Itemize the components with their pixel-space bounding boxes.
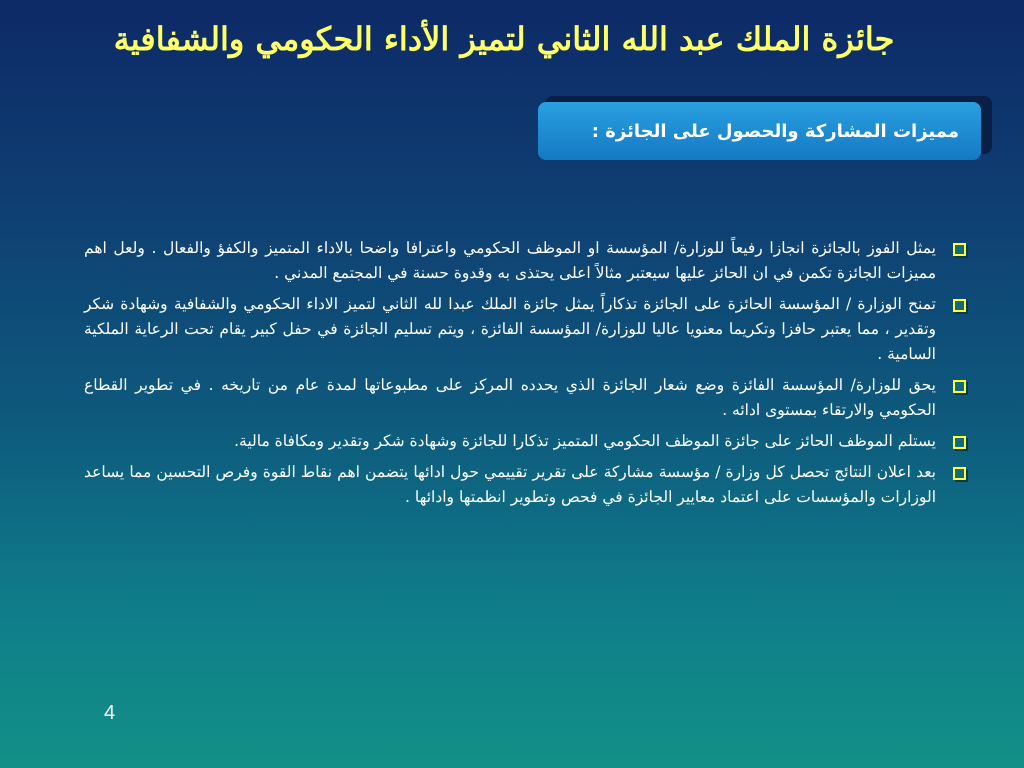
checkbox-icon [953, 299, 966, 312]
checkbox-icon [953, 243, 966, 256]
bullet-list [84, 236, 974, 516]
bullet-text: يحق للوزارة/ المؤسسة الفائزة وضع شعار الجائزة الذي يحدده المركز على مطبوعاتها لمدة عام من تاريخه . في تطوير القطاع الحكومي والارتقاء بمستوى ادائه . [84, 376, 936, 419]
bullet-item [84, 236, 974, 286]
checkbox-icon [953, 436, 966, 449]
bullet-text: بعد اعلان النتائج تحصل كل وزارة / مؤسسة مشاركة على تقرير تقييمي حول ادائها يتضمن اهم نقاط القوة وفرص التحسين مما يساعد الوزارات والمؤسسات على اعتماد معايير الجائزة في فحص وتطوير انظمتها وادائها . [84, 463, 936, 506]
checkbox-icon [953, 380, 966, 393]
checkbox-icon [953, 467, 966, 480]
bullet-item [84, 292, 974, 367]
subtitle-box [538, 102, 981, 160]
page-number: 4 [104, 702, 116, 724]
slide-title: جائزة الملك عبد الله الثاني لتميز الأداء الحكومي والشفافية [113, 20, 895, 58]
bullet-item [84, 429, 974, 454]
bullet-item [84, 373, 974, 423]
bullet-item [84, 460, 974, 510]
bullet-text: تمنح الوزارة / المؤسسة الحائزة على الجائزة تذكاراً يمثل جائزة الملك عبدا لله الثاني لتميز الاداء الحكومي والشفافية وشهادة شكر وتقدير ، مما يعتبر حافزا وتكريما معنويا عاليا للوزارة/ المؤسسة الفائزة ، ويتم تسليم الجائزة في حفل كبير يقام تحت الرعاية الملكية السامية . [84, 295, 936, 363]
subtitle-text: مميزات المشاركة والحصول على الجائزة : [591, 120, 959, 142]
bullet-text: يستلم الموظف الحائز على جائزة الموظف الحكومي المتميز تذكارا للجائزة وشهادة شكر وتقدير ومكافاة مالية. [234, 432, 936, 450]
bullet-text: يمثل الفوز بالجائزة انجازا رفيعاً للوزارة/ المؤسسة او الموظف الحكومي واعترافا واضحا بالاداء المتميز والكفؤ والفعال . ولعل اهم مميزات الجائزة تكمن في ان الحائز عليها سيعتبر مثالاً اعلى يحتذى به وقدوة حسنة في المجتمع المدني . [84, 239, 936, 282]
